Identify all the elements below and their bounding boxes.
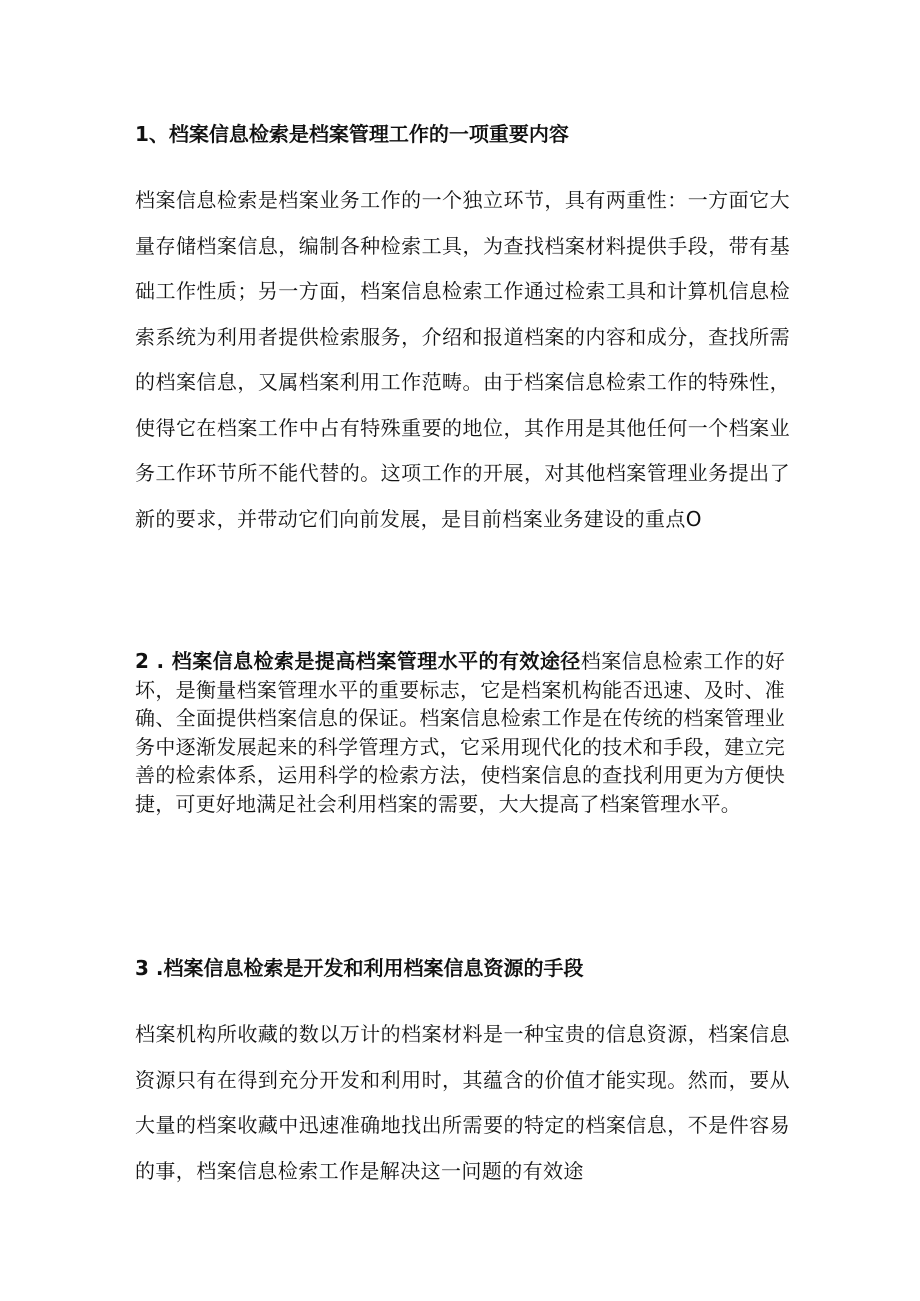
section-3-heading: 3 .档案信息检索是开发和利用档案信息资源的手段: [135, 956, 584, 980]
section-1-heading: 1、档案信息检索是档案管理工作的一项重要内容: [135, 122, 569, 146]
section-1-paragraph: 档案信息检索是档案业务工作的一个独立环节，具有两重性：一方面它大量存储档案信息，编制各种检索工具，为查找档案材料提供手段，带有基础工作性质；另一方面，档案信息检索工作通过检索工具和计算机信息检索系统为利用者提供检索服务，介绍和报道档案的内容和成分，查找所需的档案信息，又属档案利用工作范畴。由于档案信息检索工作的特殊性，使得它在档案工作中占有特殊重要的地位，其作用是其他任何一个档案业务工作环节所不能代替的。这项工作的开展，对其他档案管理业务提出了新的要求，并带动它们向前发展，是目前档案业务建设的重点O: [135, 188, 790, 531]
section-3-paragraph: 档案机构所收藏的数以万计的档案材料是一种宝贵的信息资源，档案信息资源只有在得到充分开发和利用时，其蕴含的价值才能实现。然而，要从大量的档案收藏中迅速准确地找出所需要的特定的档案信息，不是件容易的事，档案信息检索工作是解决这一问题的有效途: [135, 1022, 790, 1183]
section-2-body: 档案信息检索工作的好坏，是衡量档案管理水平的重要标志，它是档案机构能否迅速、及时、准确、全面提供档案信息的保证。档案信息检索工作是在传统的档案管理业务中逐渐发展起来的科学管理方式，它采用现代化的技术和手段，建立完善的检索体系，运用科学的检索方法，使档案信息的查找利用更为方便快捷，可更好地满足社会利用档案的需要，大大提高了档案管理水平。: [135, 649, 785, 816]
section-2-paragraph: [135, 647, 785, 818]
section-2-heading: 2 . 档案信息检索是提高档案管理水平的有效途径: [135, 649, 581, 673]
